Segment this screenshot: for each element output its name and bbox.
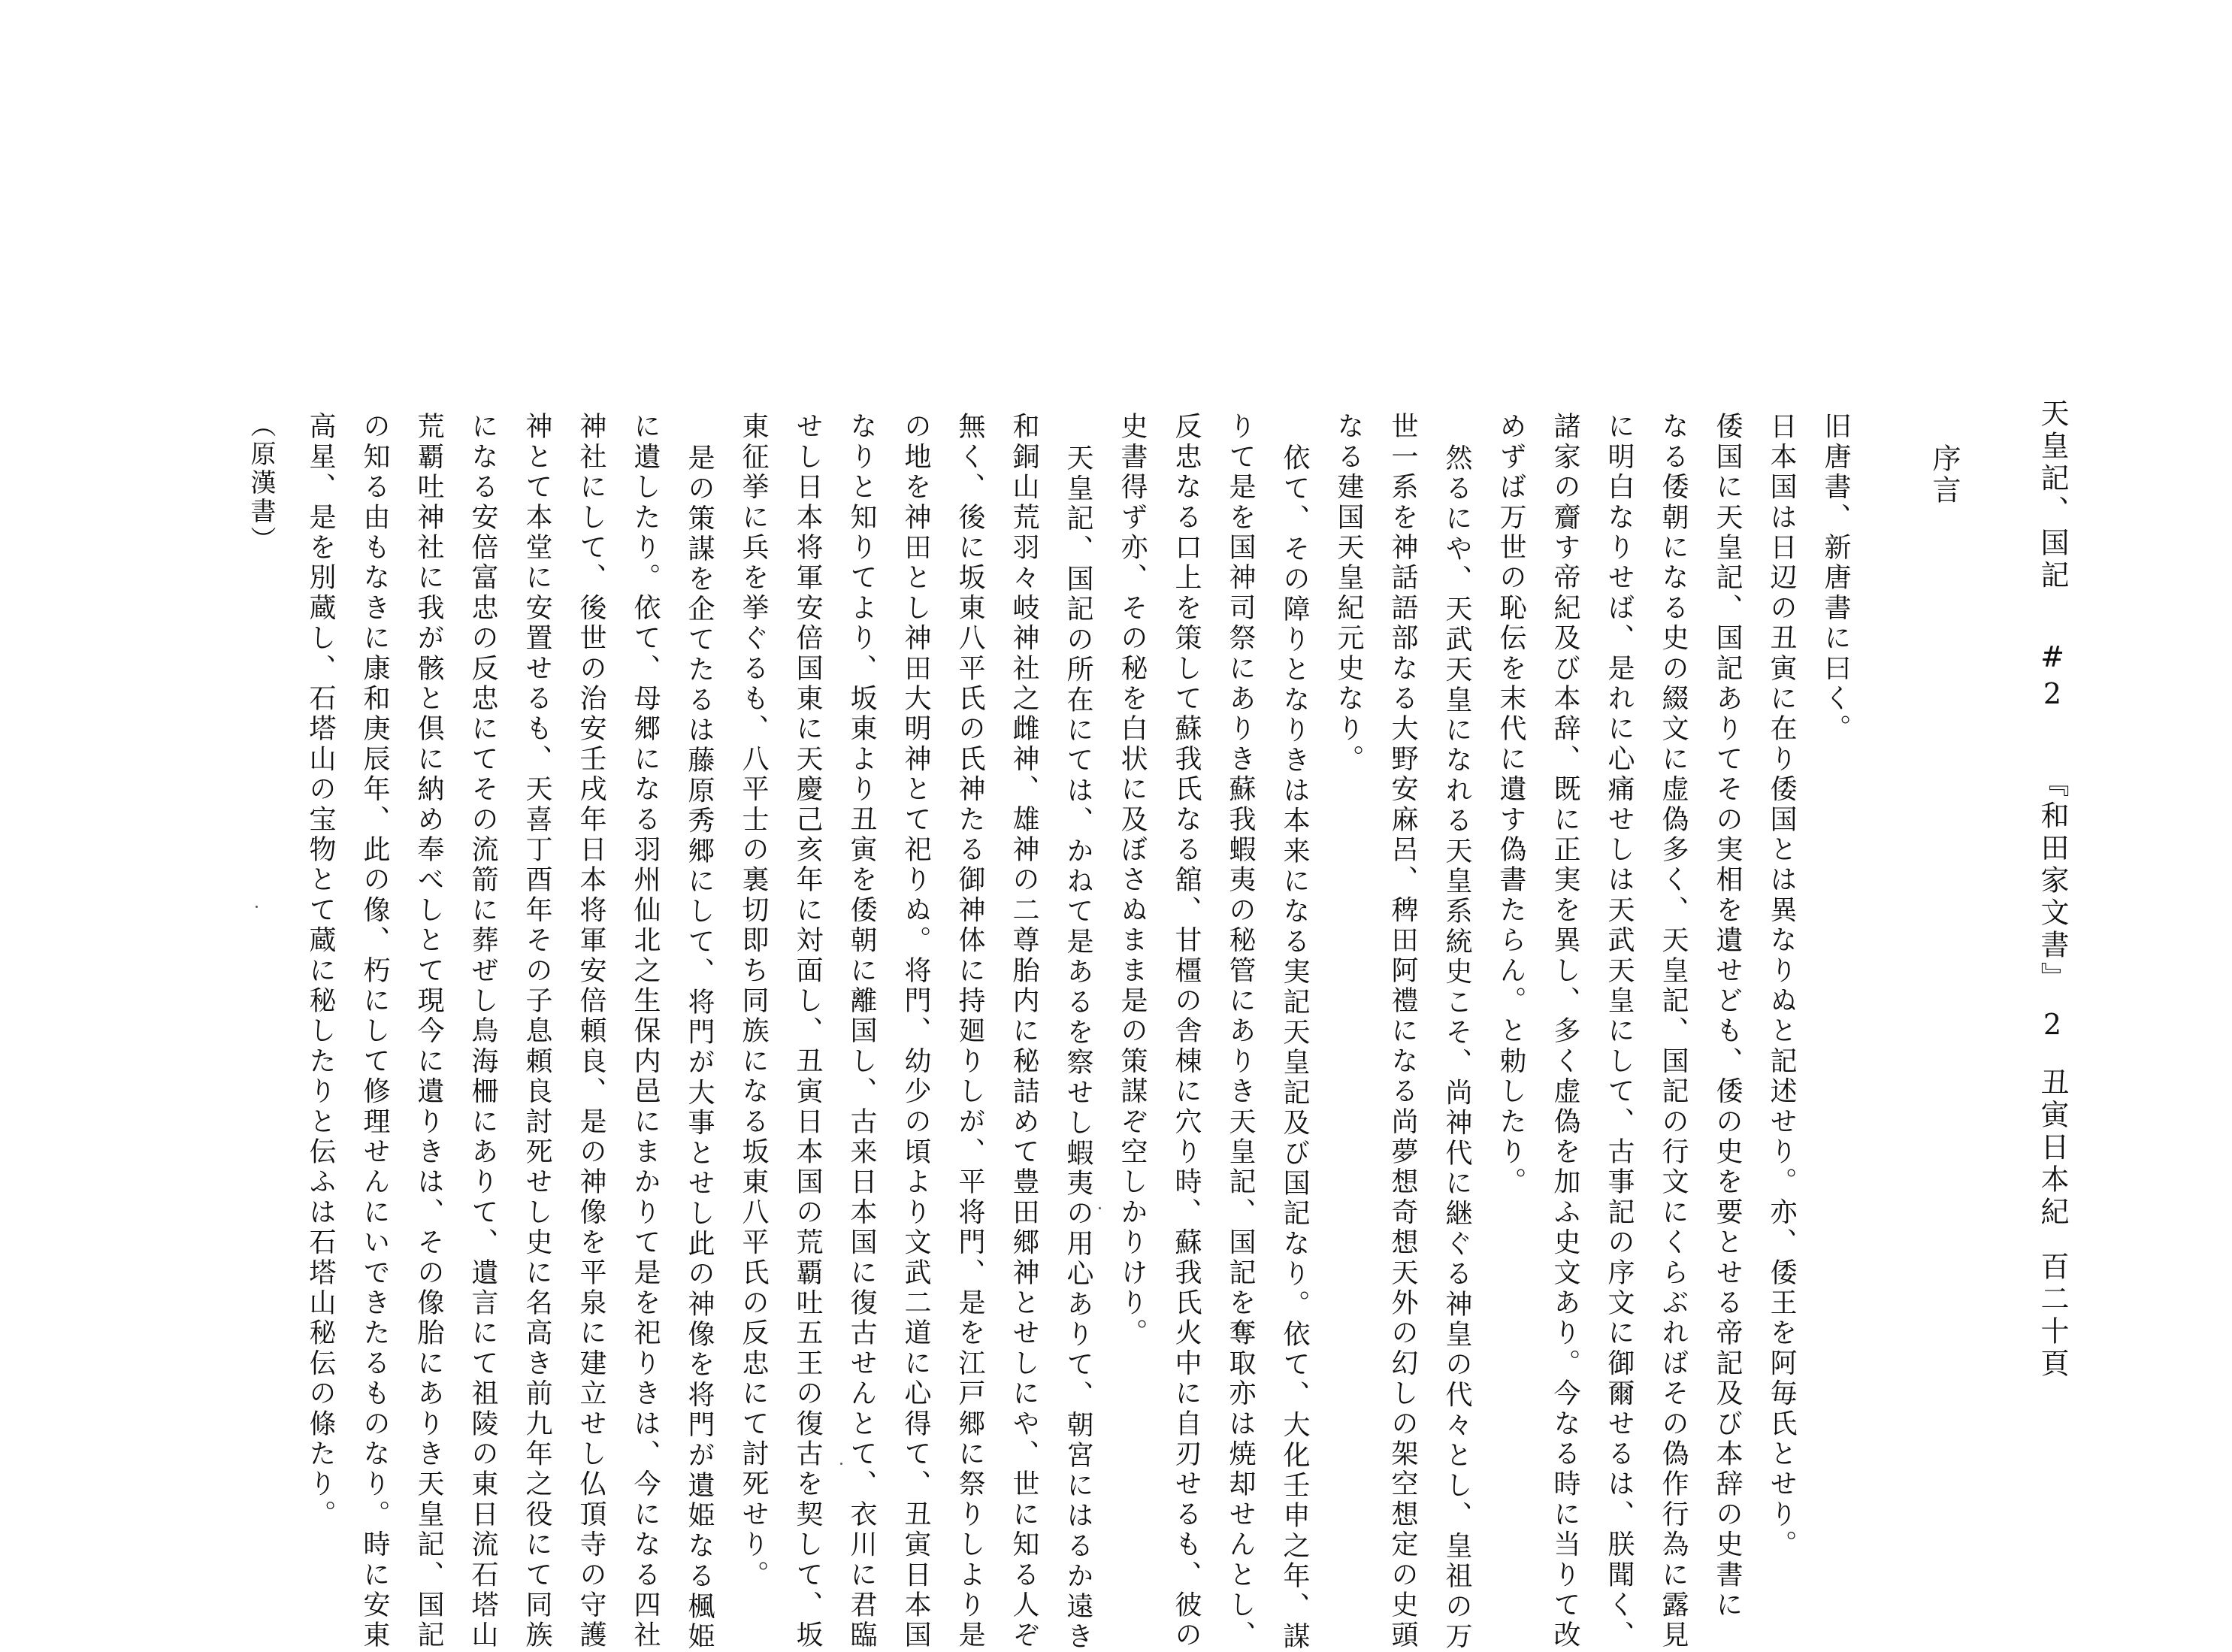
source-note: （原漢書） <box>246 412 276 555</box>
scan-speck <box>840 1463 842 1465</box>
page-header <box>2038 398 2067 1381</box>
header-volume-title: 丑寅日本紀 <box>2036 1067 2069 1229</box>
body-line: 諸家の齎す帝紀及び本辞、既に正実を異し、多く虚偽を加ふ史文あり。今なる時に当りて改 <box>1550 412 1580 1651</box>
body-line: 反忠なる口上を策して蘇我氏なる舘、甘橿の舎棟に穴り時、蘇我氏火中に自刃せるも、彼の <box>1171 412 1202 1651</box>
body-line: 倭国に天皇記、国記ありてその実相を遺せども、倭の史を要とせる帝記及び本辞の史書に <box>1712 412 1743 1620</box>
body-line: めずば万世の恥伝を末代に遺す偽書たらん。と勅したり。 <box>1496 412 1526 1198</box>
body-line: 日本国は日辺の丑寅に在り倭国とは異なりぬと記述せり。亦、倭王を阿毎氏とせり。 <box>1766 412 1797 1560</box>
body-line: 神社にして、後世の治安壬戌年日本将軍安倍頼良、是の神像を平泉に建立せし仏頂寺の守護 <box>576 412 606 1651</box>
body-line: 無く、後に坂東八平氏の氏神たる御神体に持廻りしが、平将門、是を江戸郷に祭りしより是 <box>954 412 985 1651</box>
body-line: 然るにや、天武天皇になれる天皇系統史こそ、尚神代に継ぐる神皇の代々とし、皇祖の万 <box>1441 443 1472 1652</box>
body-line: 高星、是を別蔵し、石塔山の宝物とて蔵に秘したりと伝ふは石塔山秘伝の條たり。 <box>305 412 336 1530</box>
body-line: りて是を国神司祭にありき蘇我蝦夷の秘管にありき天皇記、国記を奪取亦は焼却せんとし、 <box>1225 412 1256 1651</box>
body-line: なりと知りてより、坂東より丑寅を倭朝に離国し、古来日本国に復古せんとて、衣川に君臨 <box>846 412 877 1651</box>
body-line: 天皇記、国記の所在にては、かねて是あるを察せし蝦夷の用心ありて、朝宮にはるか遠き <box>1063 443 1093 1652</box>
header-page: 百二十頁 <box>2036 1251 2069 1381</box>
header-number: #2 <box>2036 640 2069 714</box>
document-title: 序言 <box>1928 443 1961 507</box>
body-line: せし日本将軍安倍国東に天慶己亥年に対面し、丑寅日本国の荒覇吐五王の復古を契して、坂 <box>792 412 823 1651</box>
body-line: 世一系を神話語部なる大野安麻呂、稗田阿禮になる尚夢想奇想天外の幻しの架空想定の史頭 <box>1387 412 1418 1651</box>
body-line: の知る由もなきに康和庚辰年、此の像、朽にして修理せんにいできたるものなり。時に安東 <box>359 412 390 1651</box>
body-line: 神とて本堂に安置せるも、天喜丁酉年その子息頼良討死せし史に名高き前九年之役にて同族 <box>522 412 552 1651</box>
body-line: なる建国天皇紀元史なり。 <box>1333 412 1364 775</box>
body-line: に明白なりせば、是れに心痛せしは天武天皇にして、古事記の序文に御爾せるは、朕聞く、 <box>1604 412 1635 1651</box>
header-collection: 『和田家文書』 <box>2036 768 2069 994</box>
body-line: になる安倍富忠の反忠にてその流箭に葬ぜし鳥海柵にありて、遺言にて祖陵の東日流石塔山 <box>467 412 498 1651</box>
header-source: 天皇記、国記 <box>2036 398 2069 592</box>
header-volume-number: 2 <box>2036 1008 2069 1045</box>
body-line: 史書得ず亦、その秘を白状に及ぼさぬまま是の策謀ぞ空しかりけり。 <box>1117 412 1148 1349</box>
body-line: 是の策謀を企てたるは藤原秀郷にして、将門が大事とせし此の神像を将門が遺姫なる楓姫 <box>684 443 715 1652</box>
body-line: 旧唐書、新唐書に曰く。 <box>1820 412 1851 745</box>
body-line: 荒覇吐神社に我が骸と倶に納め奉べしとて現今に遺りきは、その像胎にありき天皇記、国記 <box>413 412 444 1651</box>
body-line: に遺したり。依て、母郷になる羽州仙北之生保内邑にまかりて是を祀りきは、今になる四社 <box>630 412 661 1651</box>
scan-speck <box>1099 1207 1101 1209</box>
scan-speck <box>256 906 258 908</box>
body-line: 依て、その障りとなりきは本来になる実記天皇記及び国記なり。依て、大化壬申之年、謀 <box>1279 443 1310 1652</box>
body-line: の地を神田とし神田大明神とて祀りぬ。将門、幼少の頃より文武二道に心得て、丑寅日本国 <box>900 412 931 1651</box>
body-line: 東征挙に兵を挙ぐるも、八平士の裏切即ち同族になる坂東八平氏の反忠にて討死せり。 <box>738 412 769 1590</box>
body-line: なる倭朝になる史の綴文に虚偽多く、天皇記、国記の行文にくらぶればその偽作行為に露見 <box>1658 412 1689 1651</box>
body-line: 和銅山荒羽々岐神社之雌神、雄神の二尊胎内に秘詰めて豊田郷神とせしにや、世に知る人ぞ <box>1009 412 1039 1651</box>
